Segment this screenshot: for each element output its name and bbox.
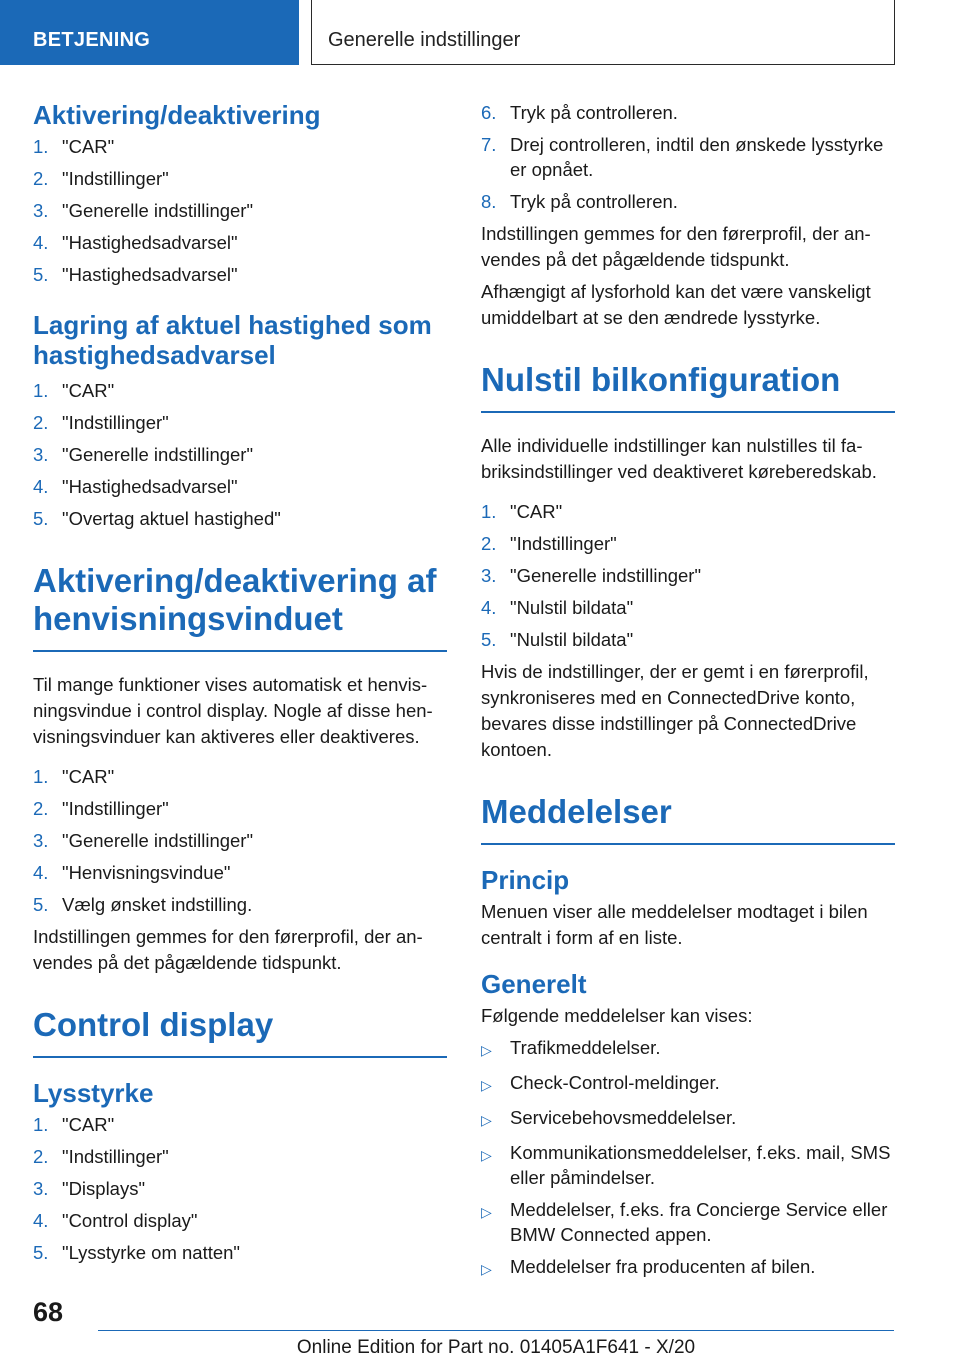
chapter-heading-nulstil: Nulstil bilkonfiguration [481,361,895,413]
list-item: 4. "Hastighedsadvarsel" [33,476,238,497]
list-item: 1. "CAR" [33,1114,115,1135]
chapter-heading-control-display: Control display [33,1006,447,1058]
list-item: 1. "CAR" [33,136,115,157]
list-item: 8. Tryk på controlleren. [481,191,678,212]
list-item: 4. "Henvisningsvindue" [33,862,231,883]
list-item: 2. "Indstillinger" [33,798,169,819]
bullet-list-meddelelser [481,1035,895,1282]
paragraph-princip: Menuen viser alle meddelelser modtaget i bilen centralt i form af en liste. [481,901,868,948]
section-heading-lagring: Lagring af aktuel hastighed som hastighedsadvarsel [33,310,432,370]
triangle-bullet-icon: ▷ [481,1147,492,1163]
list-item: ▷ Meddelelser, f.eks. fra Concierge Service eller BMW Connected appen. [481,1199,888,1245]
footer-edition: Online Edition for Part no. 01405A1F641 - X/20 [296,1337,696,1358]
list-item: 3. "Generelle indstillinger" [33,830,254,851]
list-item: 4. "Nulstil bildata" [481,597,634,618]
list-item: ▷ Trafikmeddelelser. [481,1035,895,1063]
list-item: 3. "Displays" [33,1178,146,1199]
list-item: 6. Tryk på controlleren. [481,102,678,123]
paragraph-lysstyrke-note-2: Afhængigt af lysforhold kan det være vanskeligt umiddelbart at se den ændrede lysstyrke. [481,281,871,328]
list-item: ▷ Meddelelser fra producenten af bilen. [481,1254,895,1282]
triangle-bullet-icon: ▷ [481,1204,492,1220]
paragraph-outro-nulstil: Hvis de indstillinger, der er gemt i en førerprofil, synkroniseres med en ConnectedDrive konto, bevares disse indstillinger på ConnectedDrive kontoen. [481,661,869,760]
steps-list-henvisning [33,764,447,917]
list-item: 5. "Lysstyrke om natten" [33,1242,240,1263]
list-item: 5. "Hastighedsadvarsel" [33,264,238,285]
list-item: 7. Drej controlleren, indtil den ønskede lysstyrke er opnået. [481,134,884,180]
list-item: ▷ Check-Control-meldinger. [481,1070,895,1098]
paragraph-outro-henvisning: Indstillingen gemmes for den førerprofil, der an-vendes på det pågældende tidspunkt. [33,926,423,973]
list-item: 1. "CAR" [33,766,115,787]
list-item: 5. "Nulstil bildata" [481,629,634,650]
steps-list-lysstyrke [33,1112,447,1265]
list-item: 2. "Indstillinger" [481,533,617,554]
header-section-label: BETJENING [33,29,151,51]
subheading-princip: Princip [481,865,570,895]
chapter-heading-meddelelser: Meddelelser [481,793,895,845]
section-heading-aktivering: Aktivering/deaktivering [33,100,321,130]
subheading-lysstyrke: Lysstyrke [33,1078,154,1108]
triangle-bullet-icon: ▷ [481,1261,492,1277]
list-item: 1. "CAR" [33,380,115,401]
steps-list-nulstil [481,499,895,652]
paragraph-generelt: Følgende meddelelser kan vises: [481,1005,753,1026]
list-item: 2. "Indstillinger" [33,168,169,189]
list-item: ▷ Kommunikationsmeddelelser, f.eks. mail, SMS eller påmindelser. [481,1142,891,1188]
list-item: 5. Vælg ønsket indstilling. [33,894,253,915]
page-number: 68 [33,1297,64,1327]
paragraph-intro-nulstil: Alle individuelle indstillinger kan nulstilles til fa-briksindstillinger ved deaktiveret køreberedskab. [481,435,877,482]
footer-divider [98,1330,894,1331]
list-item: 3. "Generelle indstillinger" [481,565,702,586]
left-column [33,100,447,1272]
header-chapter-label: Generelle indstillinger [328,29,521,51]
paragraph-lysstyrke-note-1: Indstillingen gemmes for den førerprofil, der an-vendes på det pågældende tidspunkt. [481,223,871,270]
list-item: 1. "CAR" [481,501,563,522]
steps-list-lysstyrke-continued [481,100,895,214]
paragraph-intro-henvisning: Til mange funktioner vises automatisk et henvis-ningsvindue i control display. Nogle af disse hen-visningsvinduer kan aktiveres eller deaktiveres. [33,674,433,747]
list-item: 4. "Control display" [33,1210,198,1231]
subheading-generelt: Generelt [481,969,587,999]
list-item: 2. "Indstillinger" [33,1146,169,1167]
chapter-heading-henvisningsvindue: Aktivering/deaktivering af henvisningsvinduet [33,562,447,652]
header-section-tab [0,0,299,65]
list-item: 3. "Generelle indstillinger" [33,200,254,221]
steps-list-lagring [33,378,447,531]
list-item: 4. "Hastighedsadvarsel" [33,232,238,253]
triangle-bullet-icon: ▷ [481,1077,492,1093]
list-item: 3. "Generelle indstillinger" [33,444,254,465]
header-chapter-tab [311,0,895,65]
steps-list-aktivering [33,134,447,287]
list-item: ▷ Servicebehovsmeddelelser. [481,1105,895,1133]
list-item: 2. "Indstillinger" [33,412,169,433]
triangle-bullet-icon: ▷ [481,1042,492,1058]
list-item: 5. "Overtag aktuel hastighed" [33,508,281,529]
triangle-bullet-icon: ▷ [481,1112,492,1128]
right-column [481,100,895,1289]
